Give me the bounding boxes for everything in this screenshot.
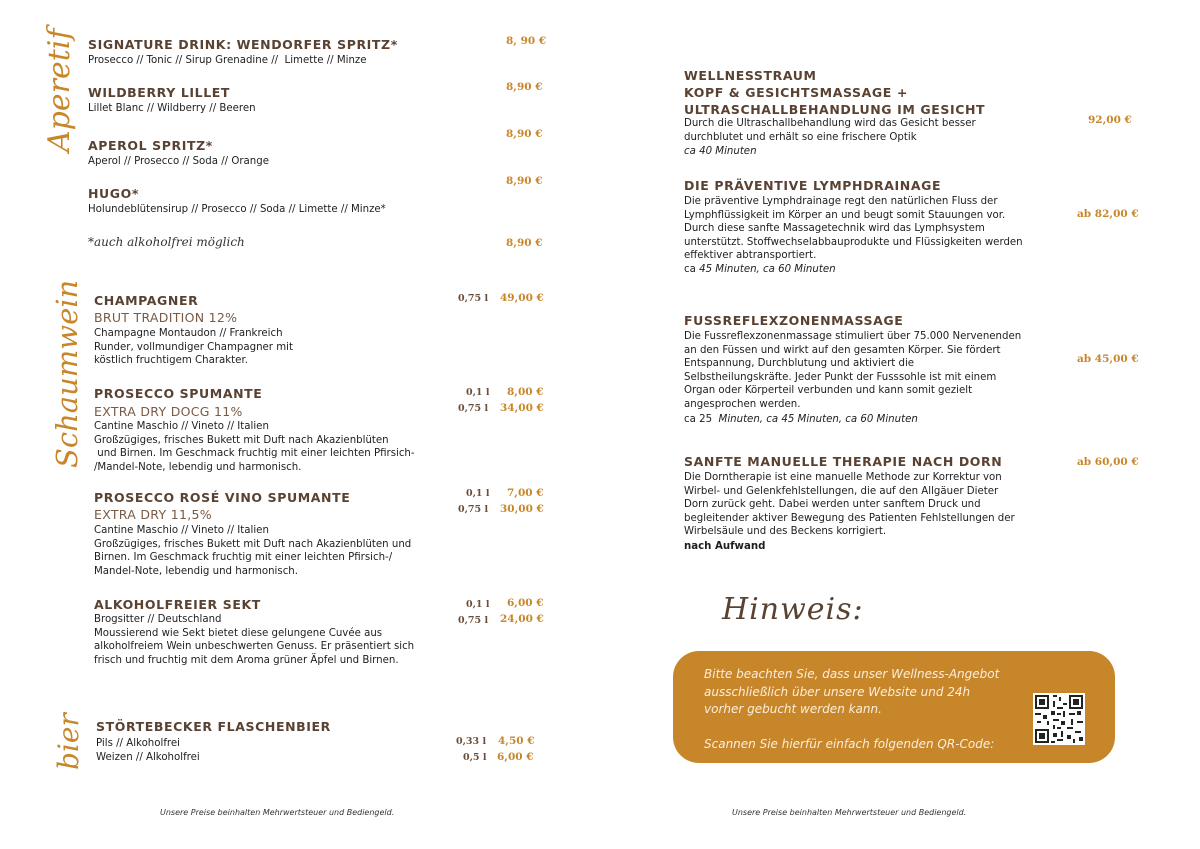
volume-label: 0,1 l	[466, 488, 490, 499]
volume-label: 0,1 l	[466, 387, 490, 398]
aperitif-item-price: 8,90 €	[506, 81, 543, 93]
hinweis-heading: Hinweis:	[722, 592, 864, 627]
wellness-item-duration: ca 40 Minuten	[684, 146, 757, 157]
wellness-item-desc: Die präventive Lymphdrainage regt den natürlichen Fluss der Lymphflüssigkeit im Körper an und beugt somit Stauungen vor. Durch diese sanfte Massagetechnik wird das Lymphsystem unterstützt. Stoffwechselabbauprodukte und Flüssigkeiten werden effektiver abtransportiert.	[684, 196, 1023, 262]
volume-label: 0,75 l	[458, 615, 489, 626]
aperitif-item-desc: Lillet Blanc // Wildberry // Beeren	[88, 103, 256, 114]
sparkling-item-title: ALKOHOLFREIER SEKT	[94, 597, 261, 612]
duration-text: 45 Minuten, ca 60 Minuten	[699, 264, 836, 275]
beer-item-price: 4,50 €	[498, 735, 535, 747]
sparkling-item-desc: Cantine Maschio // Vineto // Italien Großzügiges, frisches Bukett mit Duft nach Akazienblüten und Birnen. Im Geschmack fruchtig mit einer leichten Pfirsich- /Mandel-Note, lebendig und harmonisch.	[94, 421, 415, 473]
aperitif-item-title: APEROL SPRITZ*	[88, 138, 213, 153]
beer-item-price: 6,00 €	[497, 751, 534, 763]
sparkling-item-title: PROSECCO SPUMANTE	[94, 386, 263, 401]
wellness-item-desc: Die Fussreflexzonenmassage stimuliert über 75.000 Nervenenden an den Füssen und wirkt auf den gesamten Körper. Sie fördert Entspannung, Durchblutung und aktiviert die Selbstheilungskräfte. Jeder Punkt der Fusssohle ist mit einem Organ oder Körperteil verbunden und kann somit gezielt angesprochen werden.	[684, 331, 1022, 410]
aperitif-item-title: WILDBERRY LILLET	[88, 85, 231, 100]
alcohol-free-note: *auch alkoholfrei möglich	[88, 235, 245, 249]
sparkling-item-price: 8,00 €	[507, 386, 544, 398]
beer-item-desc: Pils // Alkoholfrei Weizen // Alkoholfrei	[96, 738, 200, 763]
hinweis-text: Bitte beachten Sie, dass unser Wellness-Angebot ausschließlich über unsere Website und 24h vorher gebucht werden kann. Scannen Sie hierfür einfach folgenden QR-Code:	[704, 667, 1000, 751]
sparkling-item-subtitle: EXTRA DRY DOCG 11%	[94, 404, 243, 419]
sparkling-item-price: 49,00 €	[500, 292, 544, 304]
sparkling-item-desc: Brogsitter // Deutschland Moussierend wie Sekt bietet diese gelungene Cuvée aus alkoholfreiem Wein unbeschwerten Genuss. Er präsentiert sich frisch und fruchtig mit dem Aroma grüner Äpfel und Birnen.	[94, 614, 415, 666]
wellness-item-title: DIE PRÄVENTIVE LYMPHDRAINAGE	[684, 178, 942, 193]
duration-text: Minuten, ca 45 Minuten, ca 60 Minuten	[718, 414, 918, 425]
aperitif-item-desc: Aperol // Prosecco // Soda // Orange	[88, 156, 269, 167]
wellness-item-price: 92,00 €	[1088, 114, 1132, 126]
sparkling-item-subtitle: BRUT TRADITION 12%	[94, 310, 238, 325]
volume-label: 0,33 l	[456, 736, 487, 747]
wellness-item-title: FUSSREFLEXZONENMASSAGE	[684, 313, 904, 328]
wellness-item-desc: Durch die Ultraschallbehandlung wird das Gesicht besser durchblutet und erhält so eine frischere Optik	[684, 118, 976, 143]
volume-label: 0,1 l	[466, 599, 490, 610]
aperitif-item-title: SIGNATURE DRINK: WENDORFER SPRITZ*	[88, 37, 398, 52]
aperitif-item-title: HUGO*	[88, 186, 140, 201]
aperitif-item-price: 8,90 €	[506, 128, 543, 140]
alcohol-free-note-price: 8,90 €	[506, 237, 543, 249]
sparkling-item-title: CHAMPAGNER	[94, 293, 199, 308]
section-label-schaumwein: Schaumwein	[50, 279, 84, 468]
sparkling-item-desc: Champagne Montaudon // Frankreich Runder, vollmundiger Champagner mit köstlich fruchtigem Charakter.	[94, 328, 293, 367]
duration-prefix: ca 25	[684, 414, 719, 425]
wellness-item-extra: nach Aufwand	[684, 541, 766, 552]
sparkling-item-price: 34,00 €	[500, 402, 544, 414]
wellness-item-title: WELLNESSTRAUM KOPF & GESICHTSMASSAGE + ULTRASCHALLBEHANDLUNG IM GESICHT	[684, 68, 986, 117]
wellness-item-price: ab 45,00 €	[1077, 353, 1139, 365]
wellness-item-desc: Die Dorntherapie ist eine manuelle Methode zur Korrektur von Wirbel- und Gelenkfehlstellungen, die auf den Allgäuer Dieter Dorn zurück geht. Dabei werden unter sanftem Druck und begleitender aktiver Bewegung des Patienten Fehlstellungen der Wirbelsäule und des Beckens korrigiert.	[684, 472, 1015, 538]
volume-label: 0,5 l	[463, 752, 487, 763]
section-label-aperitif: Aperetif	[42, 28, 77, 152]
sparkling-item-price: 24,00 €	[500, 613, 544, 625]
duration-prefix: ca	[684, 264, 700, 275]
aperitif-item-desc: Prosecco // Tonic // Sirup Grenadine // Limette // Minze	[88, 55, 367, 66]
beer-item-title: STÖRTEBECKER FLASCHENBIER	[96, 719, 331, 734]
volume-label: 0,75 l	[458, 504, 489, 515]
wellness-item-price: ab 82,00 €	[1077, 208, 1139, 220]
sparkling-item-desc: Cantine Maschio // Vineto // Italien Großzügiges, frisches Bukett mit Duft nach Akazienblüten und Birnen. Im Geschmack fruchtig mit einer leichten Pfirsich-/ Mandel-Note, lebendig und harmonisch.	[94, 525, 412, 577]
sparkling-item-subtitle: EXTRA DRY 11,5%	[94, 507, 212, 522]
volume-label: 0,75 l	[458, 293, 489, 304]
left-footer-note: Unsere Preise beinhalten Mehrwertsteuer und Bediengeld.	[160, 808, 395, 817]
sparkling-item-price: 6,00 €	[507, 597, 544, 609]
sparkling-item-price: 30,00 €	[500, 503, 544, 515]
sparkling-item-title: PROSECCO ROSÉ VINO SPUMANTE	[94, 490, 351, 505]
sparkling-item-price: 7,00 €	[507, 487, 544, 499]
wellness-item-duration	[684, 263, 836, 277]
aperitif-item-price: 8,90 €	[506, 175, 543, 187]
section-label-bier: bier	[52, 713, 85, 770]
qr-code-icon[interactable]	[1033, 693, 1085, 745]
volume-label: 0,75 l	[458, 403, 489, 414]
aperitif-item-price: 8, 90 €	[506, 35, 547, 47]
right-footer-note: Unsere Preise beinhalten Mehrwertsteuer und Bediengeld.	[732, 808, 967, 817]
wellness-item-duration	[684, 413, 918, 427]
wellness-item-price: ab 60,00 €	[1077, 456, 1139, 468]
aperitif-item-desc: Holundeblütensirup // Prosecco // Soda // Limette // Minze*	[88, 204, 386, 215]
wellness-item-title: SANFTE MANUELLE THERAPIE NACH DORN	[684, 454, 1003, 469]
